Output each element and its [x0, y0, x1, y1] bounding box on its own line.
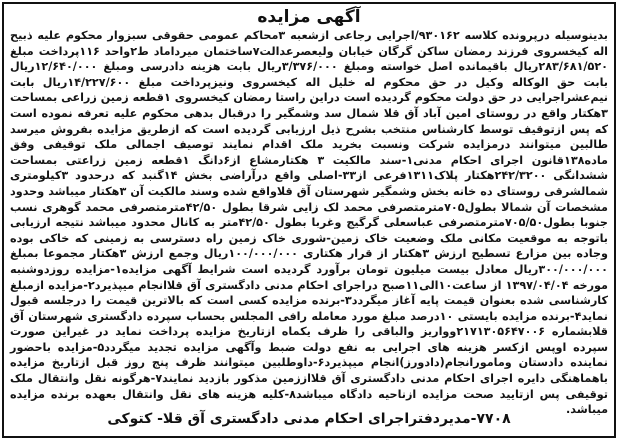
notice-body: بدینوسیله درپرونده کلاسه ۹۳۰۱۶۲/اجرایی رجاعی ازشعبه ۳محاکم عمومی حقوقی سبزوار محکوم علیه ذبیح اله کیخسروی فرزند رمضان ساکن گرگان خیابان ولیعصرعدالت۷ساختمان میرداماد ط۲واحد ۱۱۶پرداخت مبلغ ۲۸۳/۶۸۱/۵۲۰ریال باقیمانده اصل خواسته ومبلغ ۳/۳۷۶/۰۰۰ریال بابت هزینه دادرسی ومبلغ ۱۲/۶۴۰/۰۰۰ریال بابت حق الوکاله وکیل در حق محکوم له خلیل اله کیخسروی ونیزپرداخت مبلغ ۱۴/۲۲۷/۶۰۰ریال بابت نیم‌عشراجرایی در حق دولت محکوم گردیده است دراین راستا رمضان کیخسروی ۱قطعه زمین زراعی بمساحت ۳هکتار واقع در روستای امین آباد آق قلا شمال سد وشمگیر را درقبال بدهی محکوم علیه تعرفه نموده است که پس ازتوقیف توسط کارشناس منتخب بشرح ذیل ارزیابی گردیده است که ازطریق مزایده بفروش میرسد طالبین میتوانند درمزایده شرکت ونسبت بخرید ملک اقدام نمایند توصیف اجمالی ملک توقیفی وفق ماده۱۳۸قانون اجرای احکام مدنی۱-سند مالکیت ۳ هکتارمشاع از۶دانگ ۱قطعه زمین زراعتی بمساحت ششدانگی ۲۴۲/۳۲۰۰هکتار پلاک۱۳۱۱فرعی از۳۳-اصلی واقع درآراضی بخش ۱۴گنبد که درحدود ۳کیلومتری شمالشرقی روستای ده خانه بخش وشمگیر شهرستان آق قلاواقع شده وسند مالکیت آن ۳هکتار میباشد وحدود مشخصات آن شمالا بطول۷۰۵مترمتصرفی محمد لک زایی شرقا بطول ۴۲/۵۰مترمتصرفی محمد گوهری نسب جنوبا بطول۷۰۵/۵۰مترمتصرفی عباسعلی گرگیج وغربا بطول ۴۲/۵۰متر به کانال محدود میباشد نتیجه ارزیابی باتوجه به موقعیت مکانی ملک وضعیت خاک زمین-شوری خاک زمین راه دسترسی به زمینی که خاکی بوده وجاده بین مزارع تسطیح ارزش ۳هکتار از قرار هکتاری ۱۰۰/۰۰۰/۰۰۰ریال وجمع ارزش ۳هکتار مجموعا بمبلغ ۳۰۰/۰۰۰/۰۰۰ریال معادل بیست میلیون تومان برآورد گردیده است شرایط آگهی مزایده۱-مزایده روزدوشنبه مورخه ۱۳۹۷/۰۴/۰۴ از ساعت۱۰الی۱۱صبح دراجرای احکام مدنی دادگستری آق قلاانجام میپذیرد۲-مزایده ازمبلغ کارشناسی شده بعنوان قیمت پایه آغاز میگردد۳-برنده مزایده کسی است که بالاترین قیمت را درجلسه قبول نماید۴-برنده مزایده بایستی ۱۰درصد مبلغ مورد معامله رافی المجلس بحساب سپرده دادگستری شهرستان آق قلابشماره ۲۱۷۱۳۰۵۶۴۷۰۰۶وواریز والباقی را ظرف یکماه ازتاریخ مزایده پرداخت نماید در غیراین صورت سپرده اوپس ازکسر هزینه های اجرایی به نفع دولت ضبط وآگهی مزایده تجدید میگردد۵-مزایده باحضور نماینده دادستان ومامورانجام(دادورز)انجام میپذیرد۶-داوطلبین میتوانند ظرف پنج روز قبل ازتاریخ مزایده باهماهنگی دایره اجرای احکام مدنی دادگستری آق قلااززمین مذکور بازدید نمایند۷-هرگونه نقل وانتقال ملک توقیفی پس ازتایید صحت مزایده ازناحیه دادگاه میباشد۸-کلیه هزینه های نقل وانتقال بعهده برنده مزایده میباشد.: [10, 29, 609, 417]
notice-footer-signature: ۷۷۰۸-مدیردفتراجرای احکام مدنی دادگستری آق قلا- کتوکی: [107, 411, 511, 427]
notice-frame: [2, 2, 616, 438]
notice-title: آگهی مزایده: [257, 7, 361, 27]
